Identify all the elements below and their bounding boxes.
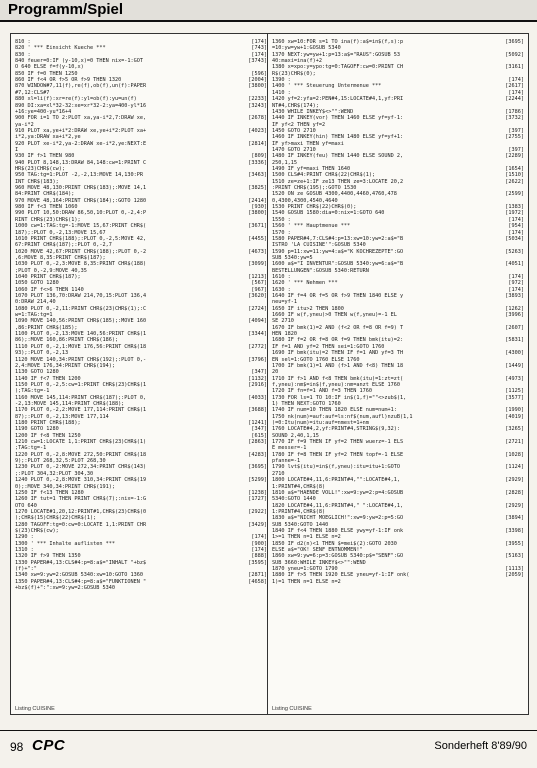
code-line: 1680 IF f=2 OR f=8 OR f=9 THEN bmk(itu)=2: (272, 337, 404, 344)
code-line: :PRINT CHR$(195);:GOTO 1530 (272, 185, 357, 192)
checksum: [1654] (505, 166, 524, 172)
code-line: +16:ye=400-yu*16+4 (15, 108, 72, 115)
checksum: [3732] (505, 115, 524, 122)
checksum: [174] (508, 216, 524, 223)
code-line: 1170 PLOT 0,-2,2:MOVE 177,114:PRINT CHR$(1 (15, 407, 147, 414)
code-line: 900 FOR i=1 TO 2:PLOT xa,ya-i*2,7:DRAW xe, (15, 115, 147, 122)
code-line: 1490 IF yf=maxi THEN 1640 (272, 166, 351, 172)
code-line: 970 MOVE 48,164:PRINT CHR$(184);:GOTO 1280 (15, 197, 147, 204)
code-line: (f)+":" (15, 566, 37, 573)
checksum: [972] (508, 280, 524, 287)
code-line: 1380 x=xpo:y=ypo:tg=0:TAGOFF:cw=0:PRINT CH (272, 64, 404, 71)
code-line: 1400 ' *** Steuerung Untermenue *** (272, 83, 382, 90)
code-line: 1560 ' *** Hauptmenue *** (272, 223, 351, 230)
code-line: 1550 : (272, 216, 291, 223)
checksum: [1262] (505, 305, 524, 312)
checksum: [2814] (248, 140, 267, 147)
checksum: [2724] (248, 305, 267, 312)
code-line: 1160 MOVE 145,114:PRINT CHR$(187);:PLOT 0, (15, 394, 147, 401)
code-line: INT CHR$(183); (15, 178, 59, 185)
checksum: [2599] (505, 191, 524, 198)
checksum: [4051] (505, 261, 524, 268)
code-line: 2,4:MOVE 176,34:PRINT CHR$(194); (15, 362, 115, 369)
code-line: 1330 PAPER#4,13:CLS#4:p=8:a$="INHALT "+bz$ (15, 559, 147, 566)
listing-panel-right (267, 33, 529, 715)
checksum: [2607] (505, 324, 524, 331)
code-line: ELSE a$="OK! SENF ENTNOMMEN!" (272, 547, 363, 553)
code-line: 1640 IF f=4 OR f=5 OR f>9 THEN 1840 ELSE y (272, 293, 404, 299)
checksum: [3336] (248, 159, 267, 166)
checksum: [2929] (505, 502, 524, 509)
checksum: [3463] (248, 172, 267, 179)
code-line: 1860 xw=9:yw=6:p=3:GOSUB 5340:p$="SENF":GO (272, 553, 404, 560)
code-line: 1310 : (15, 547, 34, 553)
checksum: [1028] (505, 451, 524, 458)
code-line: 910 PLOT xa,ye+i*2:DRAW xe,ye+i*2:PLOT xa+ (15, 127, 147, 134)
code-line: ;:PLOT 304,32:PLOT 304,30 (15, 470, 94, 477)
code-line: SUB 5340:GOTO 1440 (272, 521, 329, 528)
code-line: 1700 IF bmk(1)=1 AND (f>1 AND f<8) THEN 18 (272, 362, 404, 369)
code-line: SUB 5340:yw=5 (272, 254, 313, 261)
checksum: [1124] (505, 464, 524, 471)
checksum: [2678] (248, 115, 267, 122)
checksum: [1449] (505, 362, 524, 369)
code-line: 1720 IF fn=f=1 AND f=3 THEN 1760 (272, 388, 372, 395)
checksum: [1786] (505, 108, 524, 115)
code-line: NT#4,CHR$(174); (272, 102, 319, 109)
code-line: 830 : (15, 51, 31, 58)
code-line: 980 IF f<3 THEN 1060 (15, 204, 78, 211)
code-line: 1440 IF INKEY(vor) THEN 1460 ELSE yf=yf-1: (272, 115, 404, 122)
code-line: +bz$(f)+":":xw=9:yw=2:GOSUB 5340 (15, 585, 115, 592)
checksum: [888] (251, 553, 267, 560)
code-line: 1820 LOCATE#4,11,6:PRINT#4," ":LOCATE#4,1, (272, 502, 404, 509)
code-line: 1280 TAGOFF:tg=0:cw=0:LOCATE 1,1:PRINT CHR (15, 521, 147, 528)
checksum: [174] (508, 273, 524, 280)
code-line: =10:yw=yw+1:GOSUB 5340 (272, 45, 341, 52)
code-line: 1730 FOR ls=1 TO 10:IF in$(1,f)=""<>zub$(1, (272, 394, 407, 401)
code-line: 1650 IF itu>2 THEN 1800 (272, 305, 344, 312)
code-line: 1340 xw=9:yw=2:GOSUB 5340:xw=10:GOTO 1360 (15, 572, 144, 579)
code-line: 1110 PLOT 0,-2,1:MOVE 176,56:PRINT CHR$(18 (15, 343, 147, 350)
checksum: [397] (508, 127, 524, 134)
code-line: );TAG:tg=-1 (15, 388, 50, 395)
code-line: 890 DI:xa=xl*32-32:xe=xr*32-2:ya=400-yl*16 (15, 102, 147, 109)
code-line: 1120 MOVE 140,34:PRINT CHR$(192);:PLOT 0,- (15, 356, 147, 363)
code-line: 84:PRINT CHR$(184); (15, 191, 75, 198)
checksum: [5163] (505, 553, 524, 560)
checksum: [174] (508, 89, 524, 96)
code-line: 1220 PLOT 0,-2,8:MOVE 272,50:PRINT CHR$(18 (15, 451, 147, 458)
checksum: [1972] (505, 210, 524, 217)
code-line: 1210 cw=1:LOCATE 1,1:PRINT CHR$(23)CHR$(1) (15, 439, 147, 446)
code-line: 1:PRINT#4,CHR$(8) (272, 508, 326, 515)
checksum: [3099] (248, 261, 267, 268)
code-line: 1270 LOCATE#1,20,12:PRINT#1,CHR$(23)CHR$(0 (15, 508, 147, 515)
checksum: [397] (508, 146, 524, 153)
code-line: 1480 IF INKEY(feu) THEN 1440 ELSE SOUND 2, (272, 153, 404, 160)
checksum: [174] (508, 286, 524, 293)
code-line: 1050 GOTO 1280 (15, 280, 59, 287)
checksum: [3429] (248, 521, 267, 528)
checksum: [3800] (248, 83, 267, 90)
code-line: 960 MOVE 48,130:PRINT CHR$(183);:MOVE 14,1 (15, 185, 147, 192)
checksum: [3688] (248, 407, 267, 414)
code-line: 1240 PLOT 0,-2,8:MOVE 310,34:PRINT CHR$(19 (15, 477, 147, 484)
code-line: 20 (272, 369, 279, 376)
code-line: 87);:PLOT 0,-2,13:MOVE 177,114 (15, 413, 109, 420)
checksum: [3825] (248, 185, 267, 192)
code-line: 1420 yf=2:yfa=2:PEN#4,15:LOCATE#4,1,yf:PRI (272, 96, 404, 103)
section-title: Programm/Spiel (8, 1, 124, 18)
code-line: 1750 nk(num)=auf:auf=ls:nf$(num,aufl)nzuB(1,1 (272, 413, 413, 420)
checksum: [347] (251, 426, 267, 433)
checksum: [930] (251, 204, 267, 211)
magazine-logo: CPC (32, 737, 66, 754)
checksum: [4283] (248, 451, 267, 458)
code-line: 1140 IF f<7 THEN 1200 (15, 375, 81, 382)
code-line: )=0:Itu(num)=itu:auf=nmest=1+nm (272, 420, 369, 426)
checksum: [2871] (248, 572, 267, 579)
footer-rule (0, 730, 537, 731)
code-line: SOUND 2,40,1,15 (272, 432, 319, 439)
code-line: f,yneu):nm$=in$(f,yneu):nm=anzt ELSE 1760 (272, 381, 401, 388)
code-line: 1250 IF f<13 THEN 1280 (15, 489, 84, 496)
code-line: IF yf>maxi THEN yf=maxi (272, 140, 344, 147)
code-line: BESTELLUNGEN":GOSUB 5340:RETURN (272, 267, 369, 274)
checksum: [5263] (505, 248, 524, 255)
code-line: 1370 NEXT:yw=yw+1:p=13:a$="RAUS":GOSUB 53 (272, 51, 401, 58)
code-line: 1450 GOTO 2710 (272, 127, 316, 134)
code-line: R$(23)CHR$(0); (272, 70, 316, 77)
code-line: 1030 PLOT 0,-2,3:MOVE 8,35:PRINT CHR$(188) (15, 261, 147, 268)
checksum: [567] (251, 280, 267, 287)
code-line: 1230 PLOT 0,-2:MOVE 272,34:PRINT CHR$(143) (15, 464, 147, 471)
checksum: [1383] (505, 204, 524, 211)
code-line: neu=yf-1 (272, 299, 297, 306)
code-line: 1080 PLOT 0,-2,11:PRINT CHR$(23)CHR$(1);:C (15, 305, 147, 312)
checksum: [4094] (248, 318, 267, 325)
code-line: $(23)CHR$(cw); (15, 527, 59, 534)
code-line: 1840 IF f<4 THEN 1880 ELSE ywy=yf-1:IF onk (272, 527, 404, 534)
checksum: [3996] (505, 312, 524, 319)
code-line: IF f=1 AND yf=2 THEN sei=1:GOTO 1760 (272, 343, 385, 350)
code-line: 2710 (272, 470, 285, 477)
code-line: i*2,ya:DRAW xa+i*2,ye (15, 134, 81, 141)
code-line: 1430 WHILE INKEY$<>"":WEND (272, 108, 354, 115)
code-line: 9);:PLOT 268,32,5:PLOT 268,30 (15, 458, 106, 465)
code-line: 1>=1 THEN n=1 ELSE n=2 (272, 534, 341, 541)
checksum: [174] (251, 51, 267, 58)
code-line: 1580 PAPER#4,7:CLS#4:p=13:xw=10:yw=2:a$="B (272, 235, 404, 242)
code-line: 1)=1 THEN n=1 ELSE n=2 (272, 578, 341, 585)
code-line: 1500 CLS#4:PRINT CHR$(22)CHR$(1); (272, 172, 376, 179)
code-line: 1320 IF f>9 THEN 1350 (15, 553, 81, 560)
checksum: [3344] (248, 331, 267, 338)
checksum: [3398] (505, 527, 524, 534)
code-line: 840 feuer=0:IF (y-10,x)=0 THEN nix=-1:GOT (15, 58, 144, 65)
code-line: IF yf<2 THEN yf=2 (272, 121, 326, 128)
checksum: [2772] (248, 343, 267, 350)
code-line: RINT CHR$(23)CHR$(1); (15, 216, 81, 223)
code-line: 810 : (15, 39, 31, 45)
checksum: [954] (508, 223, 524, 230)
code-line: 1060 IF f<>6 THEN 1140 (15, 286, 84, 293)
checksum: [5299] (248, 477, 267, 484)
code-line: OTO 640 (15, 502, 37, 509)
checksum: [2916] (248, 381, 267, 388)
code-line: 1630 : (272, 286, 291, 293)
code-line: 870 WINDOW#7,11(f),re(f),ob(f),un(f):PAPER (15, 83, 147, 90)
code-line: 820 ' *** Einsicht Kueche *** (15, 45, 106, 52)
checksum: [1510] (505, 172, 524, 179)
checksum: [2414] (248, 197, 267, 204)
code-line: 1800 LOCATE#4,11,6:PRINT#4,"":LOCATE#4,1, (272, 477, 401, 484)
checksum: [1125] (505, 388, 524, 395)
code-line: 1150 PLOT 0,-2,5:cw=1:PRINT CHR$(23)CHR$(1 (15, 381, 147, 388)
code-line: SE 2710 (272, 318, 294, 325)
checksum: [743] (251, 45, 267, 52)
code-line: 1090 MOVE 140,56:PRINT CHR$(185);:MOVE 160 (15, 318, 147, 325)
checksum: [4033] (248, 394, 267, 401)
code-line: 187);:PLOT 0,-2,13:MOVE 15,67 (15, 229, 106, 236)
code-line: 1850 IF d2(n)<1 THEN $=mei$(2):GOTO 2030 (272, 540, 397, 547)
checksum: [5092] (505, 51, 524, 58)
checksum: [2929] (505, 477, 524, 484)
checksum: [174] (251, 534, 267, 541)
code-line: I (15, 146, 19, 153)
checksum: [3800] (248, 210, 267, 217)
code-line: pfanne=-1 (272, 458, 301, 465)
checksum: [5034] (505, 235, 524, 242)
code-line: 1530 PRINT CHR$(22)CHR$(0); (272, 204, 357, 211)
code-line: 1470 GOTO 2710 (272, 146, 316, 153)
checksum: [5831] (505, 337, 524, 344)
checksum: [174] (508, 229, 524, 236)
code-line: 1100 PLOT 0,-2,13:MOVE 140,56:PRINT CHR$(1 (15, 331, 147, 338)
code-line: 1780 IF f=8 THEN IF yf=2 THEN topf=-1 ELSE (272, 451, 404, 458)
code-line: ,6:MOVE 8,35:PRINT CHR$(187); (15, 254, 106, 261)
checksum: [3796] (248, 356, 267, 363)
checksum: [3894] (505, 515, 524, 522)
code-line: 1070 PLOT 136,70:DRAW 214,70,15:PLOT 136,4 (15, 293, 147, 299)
checksum: [2617] (505, 83, 524, 90)
checksum: [3743] (248, 58, 267, 65)
checksum: [2755] (505, 134, 524, 141)
code-line: 1390 : (272, 77, 291, 84)
code-line: 1010 PRINT CHR$(188);:PLOT 0,-2,5:MOVE 42, (15, 235, 147, 242)
checksum: [2059] (505, 572, 524, 579)
listing-caption-right: Listing CUISINE (272, 706, 312, 712)
code-line: 86);:MOVE 160,86:PRINT CHR$(186); (15, 337, 119, 344)
code-line: ;TAG:tg=-1 (15, 445, 47, 452)
code-line: ,86:PRINT CHR$(185); (15, 324, 78, 331)
code-line: 93);:PLOT 0,-2,13 (15, 350, 69, 357)
code-line: 1760 LOCATE#4,2,yf:PRINT#4,STRING$(9,32): (272, 426, 401, 433)
checksum: [3671] (248, 223, 267, 230)
checksum: [2828] (505, 489, 524, 496)
checksum: [3955] (505, 540, 524, 547)
checksum: [3161] (505, 64, 524, 71)
checksum: [3695] (248, 464, 267, 471)
code-line: 1610 : (272, 273, 291, 280)
code-line: 880 xl=li(f):xr=re(f):yl=ob(f):yu=un(f) (15, 96, 137, 103)
checksum: [3577] (505, 394, 524, 401)
checksum: [1990] (505, 407, 524, 414)
listing-panel-left (10, 33, 272, 715)
code-line: 1590 p=11:xw=11:yw=4:a$="K KOCHREZEPTE":GO (272, 248, 404, 255)
checksum: [4455] (248, 235, 267, 242)
code-line: 1290 : (15, 534, 34, 541)
code-line: 1040 PRINT CHR$(187); (15, 273, 81, 280)
code-line: w=1:TAG:tg=1 (15, 312, 53, 319)
checksum: [1113] (505, 566, 524, 573)
code-line: #7,12:CLS#7 (15, 89, 50, 96)
code-line: O 640 ELSE f=f(y-10,x) (15, 64, 84, 71)
code-line: 40:maxi=ina(f)+2 (272, 58, 322, 65)
code-line: 5340:GOTO 1440 (272, 496, 316, 503)
code-line: ;PLOT 0,-2,9:MOVE 40,35 (15, 267, 87, 274)
listing-caption-left: Listing CUISINE (15, 706, 55, 712)
checksum: [4658] (248, 578, 267, 585)
code-line: SUB 3660:WHILE INKEY$<>"":WEND (272, 559, 366, 566)
code-line: 950 TAG:tg=1:PLOT -2,-2,13:MOVE 14,130:PR (15, 172, 144, 179)
code-line: 1660 IF w(f,yneu)>0 THEN w(f,yneu)=-1 EL (272, 312, 397, 319)
code-line: );CHR$(15)CHR$(22)CHR$(1); (15, 515, 97, 522)
code-line: 1410 : (272, 89, 291, 96)
checksum: [809] (251, 153, 267, 160)
checksum: [3243] (248, 102, 267, 109)
code-line: E messer=-1 (272, 445, 307, 452)
code-line: 920 PLOT xe-i*2,ya-2:DRAW xe-i*2,ye:NEXT:E (15, 140, 147, 147)
code-line: 1350 PAPER#4,13:CLS#4:p=8:a$="FUNKTIONEN " (15, 578, 147, 585)
checksum: [174] (508, 77, 524, 84)
checksum: [1727] (248, 496, 267, 503)
issue-label: Sonderheft 8'89/90 (434, 740, 527, 752)
code-line: 0,4300,4300,4540,4640 (272, 197, 338, 204)
code-line: 1180 PRINT CHR$(188); (15, 420, 81, 426)
checksum: [1241] (248, 420, 267, 426)
code-line: 1510 ze=ze+1:IF ze13 THEN ze=3:LOCATE 20,2 (272, 178, 404, 185)
checksum: [2004] (248, 77, 267, 84)
code-line: 860 IF f<4 OR f>5 OR f>9 THEN 1320 (15, 77, 122, 84)
code-line: 1670 IF bmk(1)=2 AND (f<2 OR f=8 OR f=9) T (272, 324, 404, 331)
code-line: ISTRO 'LA CUISINE'":GOSUB 5340 (272, 242, 366, 249)
code-line: 1000 cw=1:TAG:tg=-1:MOVE 15,67:PRINT CHR$( (15, 223, 147, 230)
checksum: [3265] (505, 426, 524, 433)
code-line: 1710 IF f>1 AND f<8 THEN bmk(itu)=1:zt=zt( (272, 375, 404, 382)
code-line: 1190 GOTO 1280 (15, 426, 59, 433)
code-line: 1360 xw=10:FOR s=1 TO ina(f):a$=in$(f,s):p (272, 39, 404, 45)
checksum: [4673] (248, 248, 267, 255)
checksum: [174] (251, 39, 267, 45)
checksum: [2233] (248, 96, 267, 103)
checksum: [900] (251, 540, 267, 547)
checksum: [1238] (248, 489, 267, 496)
code-line: 1830 a$="NICHT MOEGLICH!":xw=9:yw=2:p=5:GO (272, 515, 404, 522)
checksum: [3695] (505, 39, 524, 45)
code-line: 1810 a$="HAENDE VOLL!":xw=9:yw=2:p=4:GOSUB (272, 489, 404, 496)
checksum: [2622] (505, 178, 524, 185)
code-line: 1880 IF f>5 THEN 1920 ELSE yneu=yf-1:IF onk( (272, 572, 410, 579)
checksum: [2721] (505, 439, 524, 446)
code-line: 1770 IF f=9 THEN IF yf=2 THEN wuerz=-1 ELS (272, 439, 404, 446)
code-line: 1870 yneu=1:GOTO 1790 (272, 566, 338, 573)
checksum: [1132] (248, 375, 267, 382)
checksum: [2289] (505, 153, 524, 160)
page-number: 98 (10, 740, 24, 754)
code-line: 940 PLOT 8,148,13:DRAW 84,148:cw=1:PRINT C (15, 159, 147, 166)
checksum: [4019] (505, 413, 524, 420)
checksum: [2244] (505, 96, 524, 103)
code-line: 850 IF f=0 THEN 1250 (15, 70, 78, 77)
checksum: [4023] (248, 127, 267, 134)
code-line: 1130 GOTO 1280 (15, 369, 59, 376)
code-line: 0:DRAW 214,40 (15, 299, 56, 306)
code-line: HR$(23)CHR$(cw); (15, 166, 65, 172)
code-line: 1460 IF INKEY(hin) THEN 1480 ELSE yf=yf+1: (272, 134, 404, 141)
checksum: [615] (251, 432, 267, 439)
checksum: [3595] (248, 559, 267, 566)
code-line: 1300 ' *** Inhalte auflisten *** (15, 540, 115, 547)
checksum: [3893] (505, 293, 524, 299)
checksum: [4300] (505, 350, 524, 357)
code-line: 0);:MOVE 340,34:PRINT CHR$(191); (15, 483, 115, 490)
code-line: ya-i*2 (15, 121, 34, 128)
code-line: 1200 IF f<8 THEN 1250 (15, 432, 81, 439)
checksum: [1213] (248, 273, 267, 280)
code-line: 990 PLOT 10,50:DRAW 86,50,10:PLOT 0,-2,4:P (15, 210, 147, 217)
code-line: 1790 lvt$(itu)=in$(f,yneu):itu=itu+1:GOTO (272, 464, 401, 471)
code-line: 1) THEN NEXT:GOTO 1760 (272, 400, 341, 407)
code-line: 1570 : (272, 229, 291, 236)
checksum: [2863] (248, 439, 267, 446)
code-line: 1020 MOVE 42,67:PRINT CHR$(188);:PLOT 0,-2 (15, 248, 147, 255)
code-line: EN sel=1:GOTO 1760 ELSE 1760 (272, 356, 360, 363)
code-line: 1540 GOSUB 1580:dia=0:nix=1:GOTO 640 (272, 210, 385, 217)
code-line: 250,1,15 (272, 159, 297, 166)
checksum: [596] (251, 70, 267, 77)
code-line: HEN 1820 (272, 331, 297, 338)
checksum: [3620] (248, 293, 267, 299)
code-line: 930 IF f>1 THEN 980 (15, 153, 75, 160)
code-line: 1620 ' *** Nehmen *** (272, 280, 338, 287)
code-line: 1260 IF tut=1 THEN PRINT CHR$(7);:nix=-1:G (15, 496, 147, 503)
checksum: [967] (251, 286, 267, 293)
code-line: -2,13:MOVE 145,114:PRINT CHR$(188); (15, 400, 125, 407)
checksum: [347] (251, 369, 267, 376)
code-line: 67:PRINT CHR$(187);:PLOT 0,-2,7 (15, 242, 112, 249)
checksum: [2922] (248, 508, 267, 515)
checksum: [174] (251, 547, 267, 553)
code-line: 1690 IF bmk(itu)=2 THEN IF f=1 AND yf=3 TH (272, 350, 404, 357)
code-line: 1740 IF num=10 THEN 1820 ELSE num=num+1: (272, 407, 397, 414)
code-line: 1:PRINT#4,CHR$(8) (272, 483, 326, 490)
code-line: 1600 a$="I INVENTUR":GOSUB 5340:yw=6:a$="B (272, 261, 404, 268)
code-line: 1520 ON ze GOSUB 4300,4400,4460,4760,478 (272, 191, 397, 198)
page-header (0, 0, 537, 22)
checksum: [4973] (505, 375, 524, 382)
